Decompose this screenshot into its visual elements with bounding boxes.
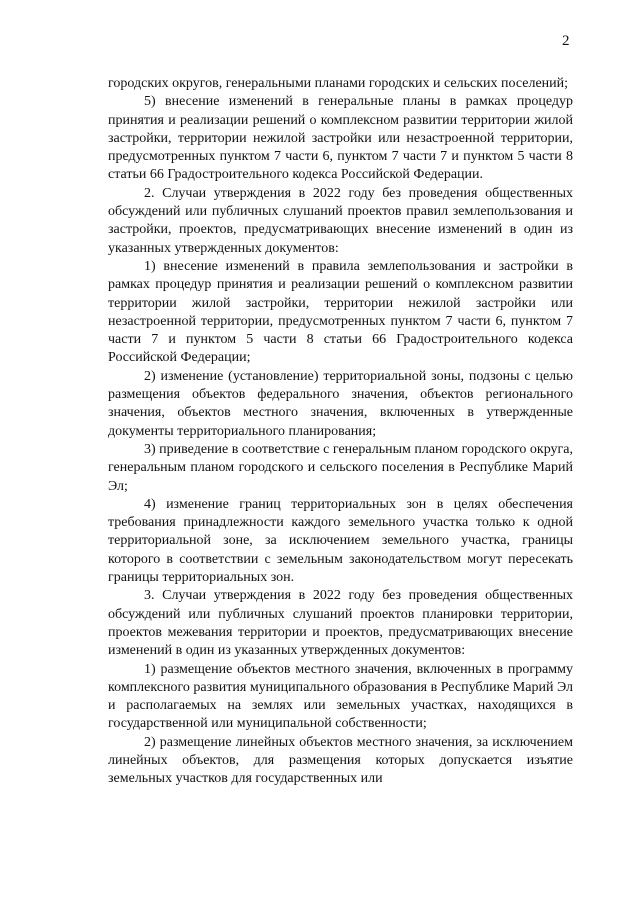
document-body	[108, 75, 573, 789]
section-2-heading: 2. Случаи утверждения в 2022 году без проведения общественных обсуждений или публичных слушаний проектов правил землепользования и застройки, проектов, предусматривающих внесение изменений в один из указанных утвержденных документов:	[108, 185, 573, 256]
section-2-item-1: 1) внесение изменений в правила землепользования и застройки в рамках процедур принятия и реализации решений о комплексном развитии территории жилой застройки, территории нежилой застройки или незастроенной территории, предусмотренных пунктом 7 части 6, пунктом 7 части 7 и пунктом 5 части 8 статьи 66 Градостроительного кодекса Российской Федерации;	[108, 258, 573, 366]
page-number: 2	[562, 33, 570, 49]
section-2-item-2: 2) изменение (установление) территориальной зоны, подзоны с целью размещения объектов федерального значения, объектов регионального значения, объектов местного значения, включенных в утвержденные документы территориального планирования;	[108, 368, 573, 439]
section-3-heading: 3. Случаи утверждения в 2022 году без проведения общественных обсуждений или публичных слушаний проектов планировки территории, проектов межевания территории и проектов, предусматривающих внесение изменений в один из указанных утвержденных документов:	[108, 588, 573, 659]
paragraph-continuation: городских округов, генеральными планами городских и сельских поселений;	[108, 76, 569, 91]
list-item-5: 5) внесение изменений в генеральные планы в рамках процедур принятия и реализации решений о комплексном развитии территории жилой застройки, территории нежилой застройки или незастроенной территории, предусмотренных пунктом 7 части 6, пунктом 7 части 7 и пунктом 5 части 8 статьи 66 Градостроительного кодекса Российской Федерации.	[108, 94, 573, 183]
section-2-item-3: 3) приведение в соответствие с генеральным планом городского округа, генеральным планом городского и сельского поселения в Республике Марий Эл;	[108, 441, 573, 494]
section-3-item-2: 2) размещение линейных объектов местного значения, за исключением линейных объектов, для размещения которых допускается изъятие земельных участков для государственных или	[108, 734, 573, 787]
section-3-item-1: 1) размещение объектов местного значения, включенных в программу комплексного развития муниципального образования в Республике Марий Эл и располагаемых на землях или земельных участках, находящихся в государственной или муниципальной собственности;	[108, 661, 573, 732]
section-2-item-4: 4) изменение границ территориальных зон в целях обеспечения требования принадлежности каждого земельного участка только к одной территориальной зоне, за исключением земельного участка, границы которого в соответствии с земельным законодательством могут пересекать границы территориальных зон.	[108, 496, 573, 586]
